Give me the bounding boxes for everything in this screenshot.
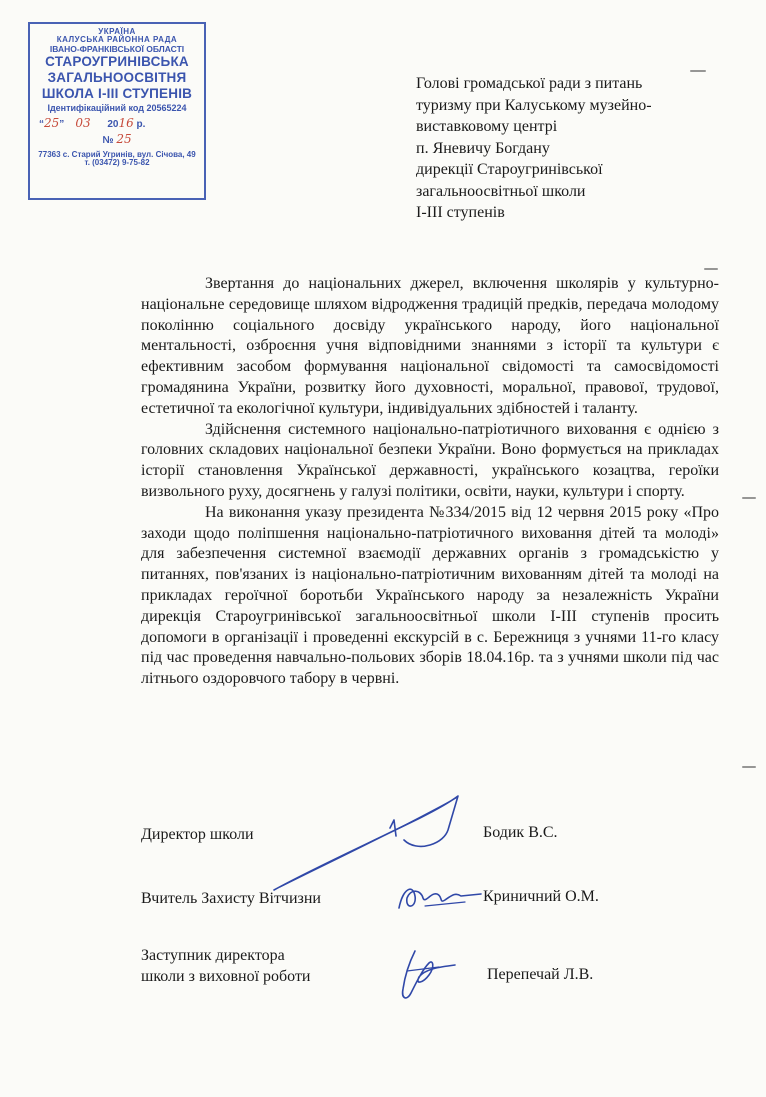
body-paragraph: Звертання до національних джерел, включення школярів у культурно-національне середовище шляхом відродження традицій предків, передача молодому поколінню соціального досвіду українського народу, його національної ментальності, озброєння учня відповідними знаннями з історії та культури є ефективним засобом формування національної свідомості та самосвідомості громадянина України, розвитку його духовності, моральної, правової, трудової, естетичної та екологічної культури, індивідуальних здібностей і таланту. — [141, 275, 719, 417]
addressee-line: дирекції Староугринівської — [416, 161, 603, 178]
director-role-line: Директор школи — [141, 826, 254, 843]
teacher-signature — [395, 878, 485, 918]
stamp-oblast: ІВАНО-ФРАНКІВСЬКОЇ ОБЛАСТІ — [49, 43, 185, 54]
stamp-school-line3: ШКОЛА І-ІІІ СТУПЕНІВ — [41, 86, 193, 102]
stamp-school-line1: СТАРОУГРИНІВСЬКА — [45, 53, 189, 69]
stamp-id-code: Ідентифікаційний код 20565224 — [47, 103, 187, 114]
stamp-date-day: 25 — [44, 115, 60, 130]
deputy-role-line: Заступник директора — [141, 947, 285, 964]
deputy-role-line: школи з виховної роботи — [141, 968, 311, 985]
addressee-line: туризму при Калуському музейно- — [416, 96, 652, 114]
body-paragraph: Здійснення системного національно-патріотичного виховання є однією з головних складових національної безпеки України. Воно формується на прикладах історії становлення Української державності, українського козацтва, героїки визвольного руху, досягнень у галузі політики, освіти, науки, культури і спорту. — [141, 420, 719, 500]
addressee-block — [416, 73, 652, 224]
scan-mark — [690, 70, 706, 72]
body-paragraph: На виконання указу президента №334/2015 від 12 червня 2015 року «Про заходи щодо поліпшення національно-патріотичного виховання дітей та молоді» для забезпечення системної взаємодії державних органів з громадськістю у питаннях, пов'язаних із національно-патріотичним вихованням дітей та молоді на прикладах героїчної боротьби Українського народу за незалежність України дирекція Староугринівської загальноосвітньої школи І-ІІІ ступенів просить допомоги в організації і проведенні екскурсій в с. Бережниця з учнями 11-го класу під час проведення навчально-польових зборів 18.04.16р. та з учнями школи під час літнього оздоровчого табору в червні. — [141, 503, 719, 688]
deputy-signature — [395, 945, 465, 1005]
stamp-school-line2: ЗАГАЛЬНООСВІТНЯ — [47, 69, 187, 85]
stamp-date: “25” 03 2016 р. — [39, 115, 146, 130]
stamp-address: 77363 с. Старий Угринів, вул. Січова, 49 — [38, 149, 196, 159]
addressee-line: І-ІІІ ступенів — [416, 204, 505, 221]
director-name: Бодик В.С. — [483, 824, 558, 841]
director-role — [141, 824, 254, 845]
letter-body — [141, 274, 719, 690]
teacher-role-line: Вчитель Захисту Вітчизни — [141, 890, 321, 907]
addressee-line: загальноосвітньої школи — [416, 182, 586, 200]
stamp-phone: т. (03472) 9-75-82 — [84, 158, 150, 168]
addressee-line: п. Яневичу Богдану — [416, 139, 550, 157]
stamp-date-month: 03 — [75, 115, 91, 130]
stamp-number: № 25 — [102, 132, 132, 147]
school-stamp — [28, 22, 206, 200]
deputy-role — [141, 945, 311, 987]
scan-mark — [742, 766, 756, 768]
scan-mark — [742, 497, 756, 499]
addressee-line: Голові громадської ради з питань — [416, 75, 643, 92]
scan-mark — [704, 268, 718, 270]
stamp-council: КАЛУСЬКА РАЙОННА РАДА — [56, 35, 178, 45]
stamp-number-hand: 25 — [116, 132, 132, 147]
stamp-country: УКРАЇНА — [98, 27, 136, 36]
teacher-role — [141, 888, 321, 909]
stamp-date-year: 16 — [118, 115, 134, 130]
teacher-name: Криничний О.М. — [483, 888, 599, 905]
deputy-name: Перепечай Л.В. — [487, 966, 594, 983]
addressee-line: виставковому центрі — [416, 118, 558, 135]
